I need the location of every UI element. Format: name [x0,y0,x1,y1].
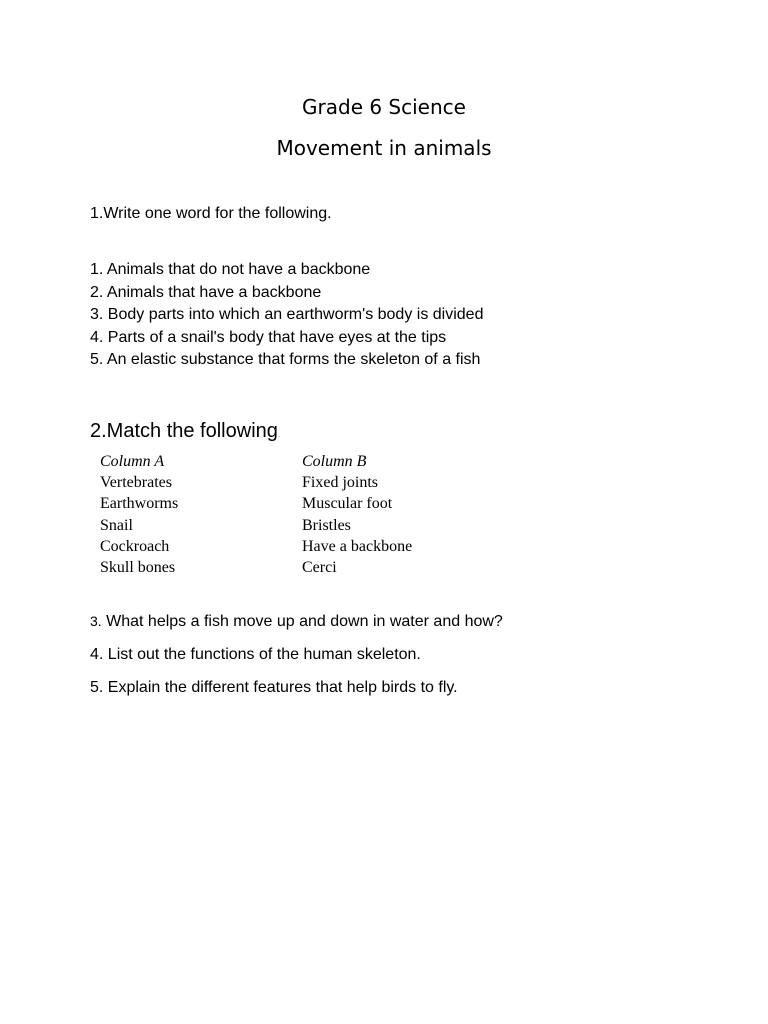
column-a-cell: Snail [100,516,133,534]
match-table-header [100,451,502,472]
question-5: 5. Explain the different features that help birds to fly. [90,679,458,696]
column-a-cell: Skull bones [100,558,176,576]
column-b-cell: Cerci [302,558,337,576]
match-row [100,493,502,514]
column-b-header: Column B [302,453,367,470]
match-table [100,451,502,578]
column-b-cell: Fixed joints [302,474,379,492]
question-1-item: 3. Body parts into which an earthworm's body is divided [90,306,484,323]
column-a-cell: Vertebrates [100,474,172,492]
question-1-list [90,259,483,372]
column-b-cell: Bristles [302,516,351,534]
question-4: 4. List out the functions of the human skeleton. [90,646,421,663]
question-3-number: 3. [90,613,102,629]
topic-title: Movement in animals [276,136,492,160]
question-1-heading: 1.Write one word for the following. [90,205,332,222]
question-2-heading [90,418,280,448]
match-row [100,515,502,536]
question-1-item: 4. Parts of a snail's body that have eyes at the tips [90,328,447,346]
question-3-text: What helps a fish move up and down in water and how? [101,613,503,630]
question-1-item: 2. Animals that have a backbone [90,283,322,301]
question-2-heading-text: 2.Match the following [90,420,278,442]
match-row [100,557,502,578]
column-a-cell: Cockroach [100,537,170,555]
match-row [100,472,502,493]
column-b-cell: Muscular foot [302,495,393,513]
column-b-cell: Have a backbone [302,537,413,555]
column-a-cell: Earthworms [100,495,179,513]
column-a-header: Column A [100,453,165,470]
question-3 [90,611,503,632]
question-2-heading-dot: . [277,430,281,439]
grade-title: Grade 6 Science [302,95,466,119]
match-row [100,536,502,557]
question-1-item: 5. An elastic substance that forms the skeleton of a fish [90,351,481,368]
question-1-item: 1. Animals that do not have a backbone [90,261,371,278]
